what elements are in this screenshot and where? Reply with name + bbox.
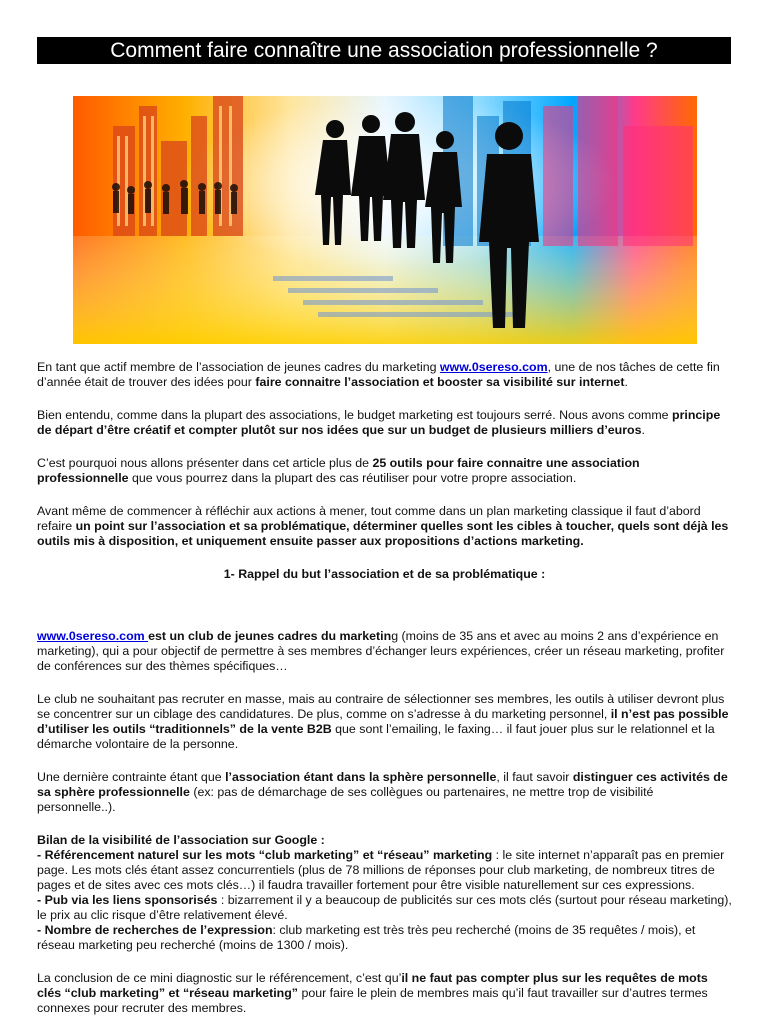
paragraph-budget: Bien entendu, comme dans la plupart des associations, le budget marketing est toujours serré. Nous avons comme principe de départ d’être créatif et compter plutôt sur nos idées que sur un budget de plusieurs milliers d’euros. — [37, 408, 721, 437]
paragraph-contrainte: Une dernière contrainte étant que l’association étant dans la sphère personnelle, il faut savoir distinguer ces activités de sa sphère professionnelle (ex: pas de démarchage de ses collègues ou partenaires, ne mettre trop de visibilité personnelle..). — [37, 770, 728, 814]
paragraph-avant: Avant même de commencer à réfléchir aux actions à mener, tout comme dans un plan marketing classique il faut d’abord refaire un point sur l’association et sa problématique, déterminer quelles sont les cibles à toucher, quels sont déjà les outils mis à disposition, et uniquement ensuite passer aux propositions d’actions marketing. — [37, 504, 729, 548]
bilan-item: - Nombre de recherches de l’expression: club marketing est très très peu recherché (moins de 35 requêtes / mois), et réseau marketing peu recherché (moins de 1300 / mois). — [37, 923, 696, 952]
site-link[interactable]: www.0sereso.com — [439, 360, 548, 374]
paragraph-outils: C’est pourquoi nous allons présenter dans cet article plus de 25 outils pour faire connaitre une association professionnelle que vous pourrez dans la plupart des cas réutiliser pour votre propre association. — [37, 456, 640, 485]
paragraph-recrutement: Le club ne souhaitant pas recruter en masse, mais au contraire de sélectionner ses membres, les outils à utiliser devront plus se concentrer sur un ciblage des candidatures. De plus, comme on s’adresse à du marketing personnel, il n’est pas possible d’utiliser les outils “traditionnels” de la vente B2B que sont l’emailing, le faxing… il faut jouer plus sur le relationnel et la démarche volontaire de la personne. — [37, 692, 729, 751]
page-title: Comment faire connaître une association professionnelle ? — [37, 37, 731, 64]
business-people-silhouettes-image — [73, 96, 697, 344]
bilan-item: - Pub via les liens sponsorisés : bizarrement il y a beaucoup de publicités sur ces mots clés (surtout pour réseau marketing), le prix au clic risque d’être relativement élevé. — [37, 893, 732, 922]
section-heading: 1- Rappel du but l’association et de sa problématique : — [223, 567, 546, 581]
paragraph-intro: En tant que actif membre de l’association de jeunes cadres du marketing www.0sereso.com, une de nos tâches de cette fin d’année était de trouver des idées pour faire connaitre l’association et booster sa visibilité sur internet. — [37, 360, 720, 389]
paragraph-conclusion: La conclusion de ce mini diagnostic sur le référencement, c’est qu’il ne faut pas compter plus sur les requêtes de mots clés “club marketing” et “réseau marketing” pour faire le plein de membres mais qu’il faut travailler sur d’autres termes connexes pour recruter des membres. — [37, 971, 708, 1015]
bilan-heading: Bilan de la visibilité de l’association sur Google : — [37, 833, 325, 847]
site-link-2[interactable]: www.0sereso.com — [37, 629, 149, 643]
bilan-item: - Référencement naturel sur les mots “club marketing” et “réseau” marketing : le site internet n’apparaît pas en premier page. Les mots clés étant assez concurrentiels (plus de 78 millions de réponses pour club marketing, de nombreux titres de pages et de sites avec ces mots clés…) il faudra travailler fortement pour être visible naturellement sur ces expressions. — [37, 848, 725, 892]
article-body — [37, 360, 732, 1016]
paragraph-club: www.0sereso.com est un club de jeunes cadres du marketing (moins de 35 ans et avec au moins 2 ans d’expérience en marketing), qui a pour objectif de permettre à ses membres d’échanger leurs expériences, créer un réseau marketing, profiter de conférences sur des thèmes spécifiques… — [37, 629, 725, 673]
